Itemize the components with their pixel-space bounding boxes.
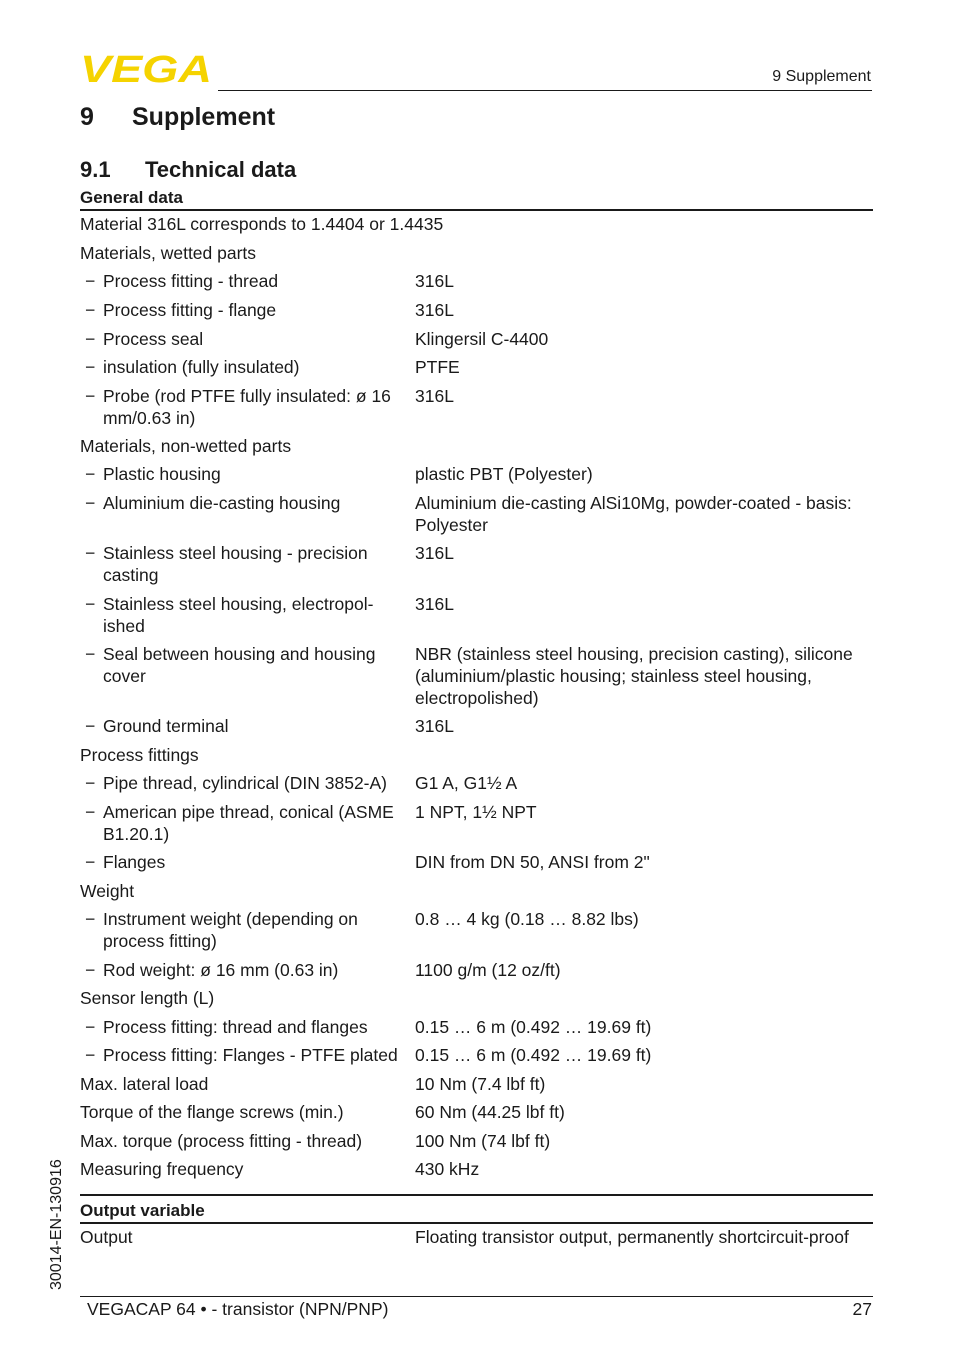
spec-value: NBR (stainless steel housing, precision casting), silicone (aluminium/plastic housing; stainless steel housing, electropolished) [415,644,853,708]
spec-row [80,385,873,429]
spec-label: − Stainless steel housing, electropol-ished [80,593,415,637]
section-title: General data [80,188,183,207]
spec-row [80,851,873,873]
spec-label: − Plastic housing [80,463,415,485]
spec-label: − American pipe thread, conical (ASME B1.20.1) [80,801,415,845]
spec-label: − Pipe thread, cylindrical (DIN 3852-A) [80,772,415,794]
chapter-heading [80,103,275,132]
spec-label: − Stainless steel housing - precision casting [80,542,415,586]
spec-value: 316L [415,271,454,291]
spec-value: 1100 g/m (12 oz/ft) [415,960,561,980]
spec-value: 10 Nm (7.4 lbf ft) [415,1074,546,1094]
general-data-section [80,187,873,1179]
section-rule [80,209,873,211]
spec-label: Materials, non-wetted parts [80,436,292,456]
spec-row [80,643,873,709]
spec-group-row [80,242,873,264]
spec-label: Sensor length (L) [80,988,215,1008]
spec-row [80,463,873,485]
spec-row [80,1016,873,1038]
spec-row [80,1044,873,1066]
spec-label: Material 316L corresponds to 1.4404 or 1.4435 [80,214,444,234]
footer-product: VEGACAP 64 • - transistor (NPN/PNP) [87,1299,389,1319]
spec-group-row [80,987,873,1009]
spec-value: 316L [415,543,454,563]
spec-label: − Probe (rod PTFE fully insulated: ø 16 mm/0.63 in) [80,385,415,429]
spec-row [80,801,873,845]
document-code: 30014-EN-130916 [48,1159,65,1290]
spec-row [80,1073,873,1095]
running-header: 9 Supplement [772,68,871,85]
spec-row [80,772,873,794]
spec-label: Measuring frequency [80,1159,244,1179]
spec-value: 316L [415,594,454,614]
spec-row [80,542,873,586]
chapter-title: Supplement [132,103,276,131]
spec-value: 316L [415,716,454,736]
spec-row [80,908,873,952]
spec-value: 0.15 … 6 m (0.492 … 19.69 ft) [415,1017,652,1037]
spec-label: Torque of the flange screws (min.) [80,1102,344,1122]
section-top-rule [80,1194,873,1196]
spec-row [80,299,873,321]
spec-label: − insulation (fully insulated) [80,356,415,378]
spec-value: 0.15 … 6 m (0.492 … 19.69 ft) [415,1045,652,1065]
spec-label: Process fittings [80,745,199,765]
spec-row [80,1226,873,1248]
spec-label: − Process fitting: Flanges - PTFE plated [80,1044,415,1066]
spec-label: − Flanges [80,851,415,873]
spec-label: − Process fitting - thread [80,270,415,292]
spec-label: − Process fitting: thread and flanges [80,1016,415,1038]
spec-value: G1 A, G1½ A [415,773,518,793]
spec-table [80,1224,873,1248]
spec-row [80,1101,873,1123]
spec-label: Output [80,1227,133,1247]
subchapter-heading [80,157,296,183]
spec-row [80,328,873,350]
header-rule [218,90,872,91]
spec-value: Klingersil C-4400 [415,329,549,349]
spec-label: − Seal between housing and housing cover [80,643,415,709]
spec-group-row [80,435,873,457]
spec-value: 1 NPT, 1½ NPT [415,802,537,822]
spec-row [80,270,873,292]
spec-label: Weight [80,881,135,901]
spec-value: PTFE [415,357,460,377]
spec-value: Floating transistor output, permanently shortcircuit-proof [415,1227,849,1247]
subchapter-number: 9.1 [80,157,111,182]
spec-label: − Ground terminal [80,715,415,737]
spec-value: 100 Nm (74 lbf ft) [415,1131,551,1151]
spec-value: Aluminium die-casting AlSi10Mg, powder-coated - basis: Polyester [415,493,852,535]
vega-logo [80,52,212,84]
spec-row [80,492,873,536]
spec-label: Materials, wetted parts [80,243,257,263]
section-title: Output variable [80,1201,205,1220]
spec-value: 430 kHz [415,1159,480,1179]
spec-label: − Aluminium die-casting housing [80,492,415,536]
spec-value: DIN from DN 50, ANSI from 2" [415,852,650,872]
page-number: 27 [852,1299,872,1319]
spec-label: Max. torque (process fitting - thread) [80,1131,363,1151]
spec-group-row [80,880,873,902]
spec-label: − Process seal [80,328,415,350]
spec-row [80,959,873,981]
spec-value: 0.8 … 4 kg (0.18 … 8.82 lbs) [415,909,639,929]
spec-value: 316L [415,386,454,406]
chapter-number: 9 [80,103,94,131]
spec-group-row [80,744,873,766]
footer-rule [80,1296,873,1297]
spec-label: Max. lateral load [80,1074,209,1094]
svg-text:VEGA: VEGA [80,52,212,84]
spec-label: − Rod weight: ø 16 mm (0.63 in) [80,959,415,981]
spec-row [80,593,873,637]
spec-value: 316L [415,300,454,320]
subchapter-title: Technical data [145,157,297,182]
spec-label: − Instrument weight (depending on process fitting) [80,908,415,952]
spec-label: − Process fitting - flange [80,299,415,321]
spec-row [80,356,873,378]
spec-row [80,1130,873,1152]
spec-value: plastic PBT (Polyester) [415,464,593,484]
spec-value: 60 Nm (44.25 lbf ft) [415,1102,565,1122]
spec-row [80,715,873,737]
output-variable-section [80,1194,873,1248]
spec-row [80,213,873,235]
spec-row [80,1158,873,1180]
